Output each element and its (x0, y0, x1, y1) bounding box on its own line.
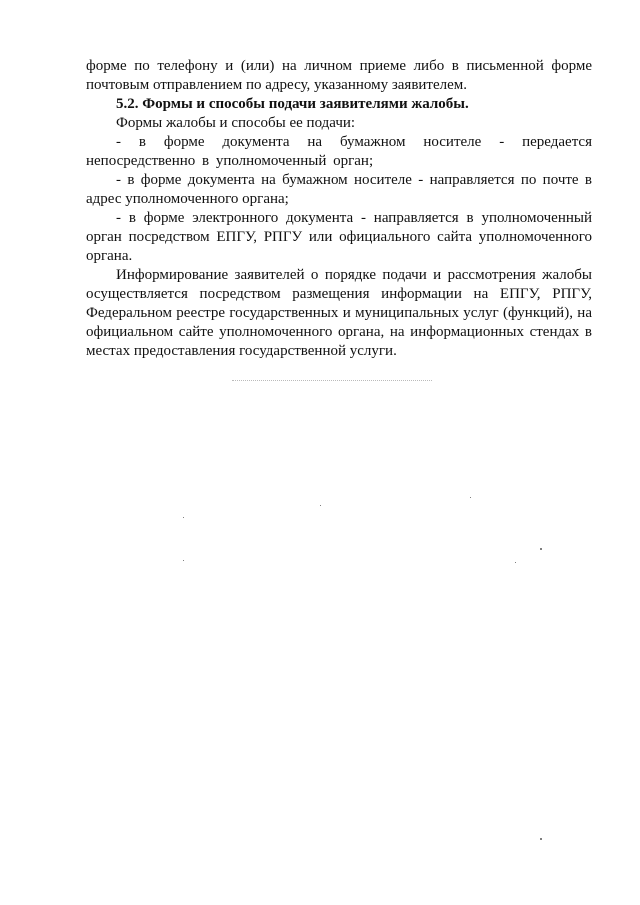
scan-speck (540, 548, 542, 550)
scan-speck (470, 497, 471, 498)
section-heading: 5.2. Формы и способы подачи заявителями жалобы. (116, 96, 469, 112)
final-paragraph: Информирование заявителей о порядке подачи и рассмотрения жалобы осуществляется посредством размещения информации на ЕПГУ, РПГУ, Федеральном реестре государственных и муниципальных услуг (функций), на официальном сайте уполномоченного органа, на информационных стендах в местах предоставления государственной услуги. (86, 267, 592, 359)
scan-speck (320, 505, 321, 506)
scan-artifact-line (232, 380, 432, 381)
scan-speck (183, 560, 184, 561)
intro-paragraph: Формы жалобы и способы ее подачи: (116, 115, 356, 131)
document-body (86, 57, 592, 361)
list-item: - в форме документа на бумажном носителе - направляется по почте в адрес уполномоченного органа; (86, 172, 592, 207)
scan-speck (540, 838, 542, 840)
scan-speck (515, 562, 516, 563)
continuation-paragraph: форме по телефону и (или) на личном приеме либо в письменной форме почтовым отправлением по адресу, указанному заявителем. (86, 58, 592, 93)
list-item: - в форме электронного документа - направляется в уполномоченный орган посредством ЕПГУ, РПГУ или официального сайта уполномоченного органа. (86, 210, 592, 264)
scan-speck (183, 517, 184, 518)
list-item: - в форме документа на бумажном носителе - передается непосредственно в уполномоченный орган; (86, 134, 592, 169)
